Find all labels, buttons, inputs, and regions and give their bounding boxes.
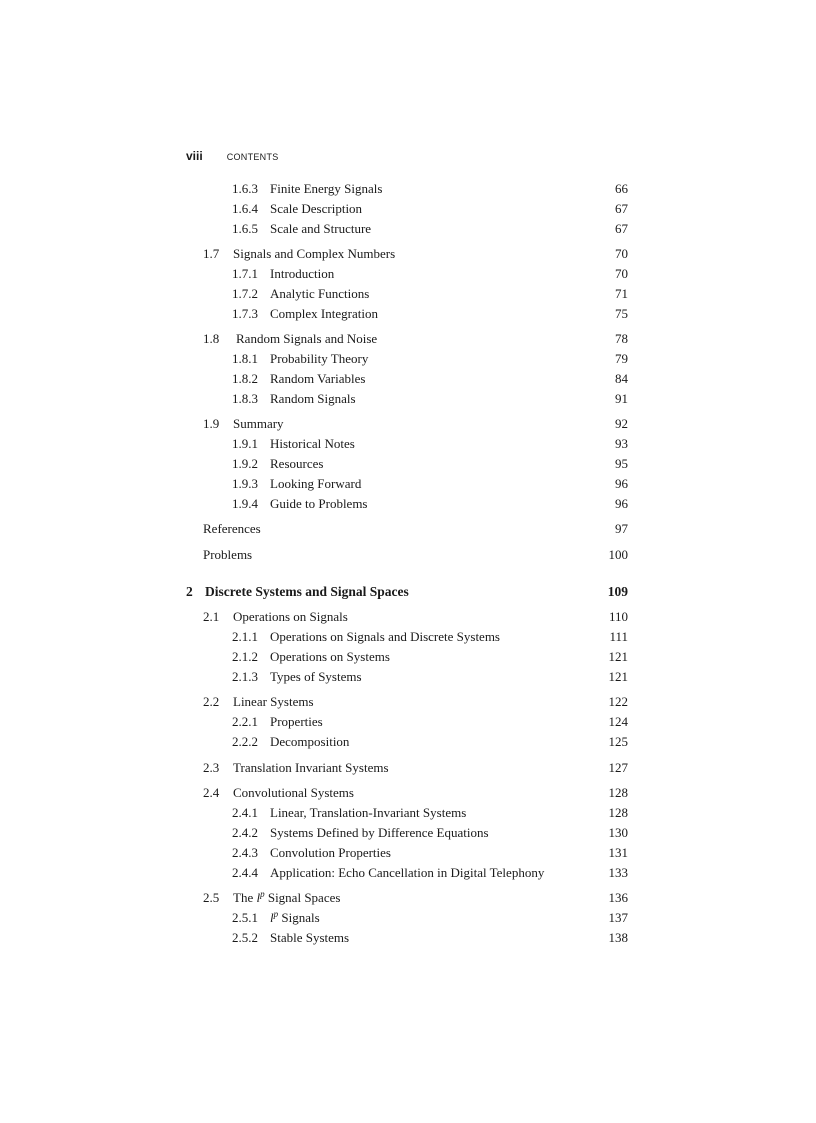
entry-number: 2.5 [203,890,220,905]
entry-title: Random Signals [270,391,356,406]
entry-page: 124 [608,714,628,729]
toc-section [0,783,816,803]
toc-section [0,244,816,264]
entry-page: 96 [615,496,628,511]
entry-page: 128 [608,805,628,820]
entry-page: 91 [615,391,628,406]
toc-entry [0,908,816,928]
entry-number: 1.8.1 [232,351,258,366]
toc-entry [0,349,816,369]
entry-title: Problems [203,547,253,562]
entry-number: 1.8.3 [232,391,258,406]
entry-number: 1.7.3 [232,306,258,321]
entry-page: 137 [608,910,628,925]
toc-entry [0,369,816,389]
entry-title: Finite Energy Signals [270,181,383,196]
toc-section [0,692,816,712]
entry-number: 2.4.1 [232,805,258,820]
entry-title: Summary [233,416,284,431]
toc-chapter [0,582,816,602]
entry-number: 1.9.1 [232,436,258,451]
entry-number: 2.5.1 [232,910,258,925]
toc-entry [0,219,816,239]
entry-page: 136 [608,890,628,905]
toc-entry [0,389,816,409]
toc-section [0,414,816,434]
math-superscript-p: p [273,909,279,919]
entry-page: 97 [615,521,628,536]
entry-title: Convolution Properties [270,845,391,860]
entry-page: 122 [608,694,628,709]
entry-title: Systems Defined by Difference Equations [270,825,489,840]
toc-section [0,607,816,627]
toc-entry [0,304,816,324]
entry-page: 133 [608,865,628,880]
entry-page: 96 [615,476,628,491]
page-number: viii [186,149,203,163]
entry-title: Analytic Functions [270,286,370,301]
entry-page: 125 [608,734,628,749]
entry-title: Guide to Problems [270,496,368,511]
entry-title: Linear, Translation-Invariant Systems [270,805,467,820]
toc-entry [0,712,816,732]
entry-number: 2.1.2 [232,649,258,664]
entry-title: Scale and Structure [270,221,372,236]
entry-title: Probability Theory [270,351,369,366]
entry-title: References [203,521,261,536]
entry-number: 2.2.2 [232,734,258,749]
entry-number: 1.7.1 [232,266,258,281]
toc-entry [0,843,816,863]
entry-page: 110 [608,609,628,624]
math-symbol-l: l [270,910,274,925]
entry-title: Translation Invariant Systems [233,760,389,775]
toc-entry [0,199,816,219]
entry-page: 127 [608,760,628,775]
toc-entry [0,667,816,687]
toc-entry [0,928,816,948]
entry-number: 2.4 [203,785,220,800]
entry-number: 1.9.2 [232,456,258,471]
math-superscript-p: p [260,889,265,899]
toc-section [0,758,816,778]
entry-page: 93 [615,436,628,451]
entry-number: 2.4.2 [232,825,258,840]
toc-entry [0,803,816,823]
entry-number: 1.9.3 [232,476,258,491]
entry-page: 111 [609,629,628,644]
entry-title: Linear Systems [233,694,314,709]
entry-number: 1.6.4 [232,201,258,216]
entry-number: 1.9.4 [232,496,258,511]
entry-number: 2.1.3 [232,669,258,684]
entry-title: Random Signals and Noise [236,331,378,346]
toc-section [0,545,816,565]
toc-entry [0,823,816,843]
entry-number: 1.6.3 [232,181,258,196]
entry-title: Types of Systems [270,669,362,684]
toc-entry [0,454,816,474]
entry-title: Decomposition [270,734,350,749]
entry-title: Historical Notes [270,436,355,451]
entry-number: 2.4.3 [232,845,258,860]
toc-section [0,888,816,908]
toc-entry [0,179,816,199]
entry-number: 1.7 [203,246,220,261]
chapter-number: 2 [186,584,193,599]
toc-entry [0,732,816,752]
entry-page: 79 [615,351,628,366]
toc-section [0,329,816,349]
entry-page: 84 [615,371,628,386]
chapter-title: Discrete Systems and Signal Spaces [205,584,409,599]
entry-number: 2.1 [203,609,220,624]
entry-number: 2.3 [203,760,220,775]
entry-title: Application: Echo Cancellation in Digital Telephony [270,865,545,880]
entry-page: 138 [608,930,628,945]
entry-page: 78 [615,331,628,346]
entry-title: Resources [270,456,324,471]
entry-page: 130 [608,825,628,840]
entry-page: 66 [615,181,628,196]
toc-section [0,519,816,539]
entry-page: 92 [615,416,628,431]
title-prefix: The [233,890,257,905]
entry-page: 67 [615,201,628,216]
entry-number: 2.1.1 [232,629,258,644]
toc-entry [0,284,816,304]
toc-entry [0,434,816,454]
entry-page: 109 [607,584,628,599]
entry-page: 131 [608,845,628,860]
entry-title: Scale Description [270,201,363,216]
running-head: CONTENTS [226,152,279,162]
entry-title: Operations on Systems [270,649,390,664]
entry-page: 121 [608,649,628,664]
entry-page: 67 [615,221,628,236]
entry-number: 1.8 [203,331,220,346]
entry-number: 2.4.4 [232,865,258,880]
toc-entry [0,647,816,667]
entry-number: 1.9 [203,416,220,431]
math-symbol-l: l [256,890,261,905]
entry-title: Operations on Signals [233,609,348,624]
toc-entry [0,863,816,883]
toc-entry [0,474,816,494]
entry-page: 128 [608,785,628,800]
entry-number: 1.6.5 [232,221,258,236]
entry-title: Introduction [270,266,335,281]
toc-entry [0,494,816,514]
entry-page: 121 [608,669,628,684]
entry-title: Operations on Signals and Discrete Systems [270,629,500,644]
entry-title: Complex Integration [270,306,378,321]
entry-number: 2.5.2 [232,930,258,945]
entry-title: Stable Systems [270,930,350,945]
entry-title [233,888,340,908]
entry-number: 2.2 [203,694,220,709]
toc-entry [0,264,816,284]
entry-title: Signals and Complex Numbers [233,246,396,261]
entry-title: Properties [270,714,323,729]
entry-page: 71 [615,286,628,301]
entry-number: 1.7.2 [232,286,258,301]
entry-page: 95 [615,456,628,471]
toc-entry [0,627,816,647]
entry-number: 1.8.2 [232,371,258,386]
entry-page: 100 [608,547,628,562]
entry-title [270,908,320,928]
entry-title: Random Variables [270,371,366,386]
entry-number: 2.2.1 [232,714,258,729]
entry-page: 70 [615,266,628,281]
entry-page: 70 [615,246,628,261]
title-suffix: Signals [278,910,320,925]
entry-title: Looking Forward [270,476,362,491]
entry-title: Convolutional Systems [233,785,354,800]
entry-page: 75 [615,306,628,321]
title-suffix: Signal Spaces [264,890,341,905]
